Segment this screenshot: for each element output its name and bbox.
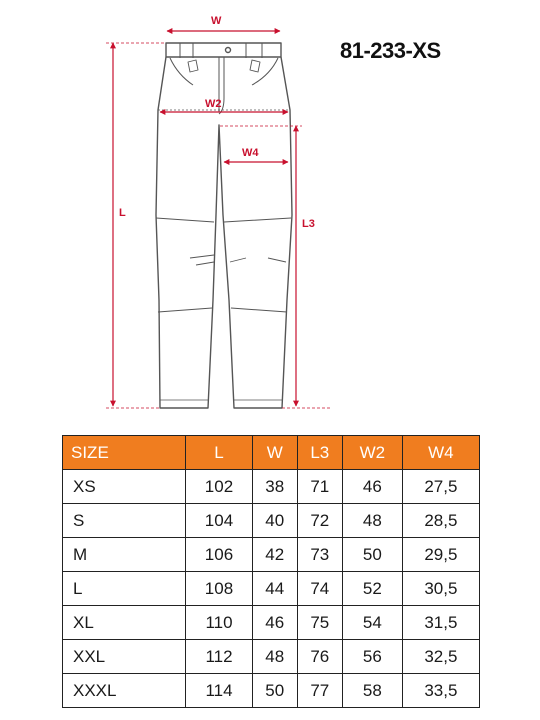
cell-w: 46 [252,606,297,640]
table-row [63,538,480,572]
label-l3: L3 [302,218,315,230]
header-l3: L3 [297,436,342,470]
cell-l: 108 [186,572,252,606]
header-size: SIZE [63,436,186,470]
cell-w2: 48 [342,504,402,538]
table-row [63,504,480,538]
product-code: 81-233-XS [340,38,441,63]
cell-w4: 28,5 [402,504,479,538]
cell-w: 40 [252,504,297,538]
header-w2: W2 [342,436,402,470]
cell-size: S [63,504,186,538]
label-l: L [119,207,126,219]
cell-w: 50 [252,674,297,708]
cell-l: 102 [186,470,252,504]
cell-w2: 56 [342,640,402,674]
size-table [62,435,480,708]
cell-l3: 73 [297,538,342,572]
trousers-outline [156,43,292,408]
label-w4: W4 [242,147,259,159]
cell-l: 112 [186,640,252,674]
table-row [63,606,480,640]
cell-size: XXL [63,640,186,674]
cell-l3: 74 [297,572,342,606]
cell-w: 38 [252,470,297,504]
cell-w4: 33,5 [402,674,479,708]
cell-w4: 27,5 [402,470,479,504]
cell-size: L [63,572,186,606]
cell-w4: 30,5 [402,572,479,606]
cell-w2: 46 [342,470,402,504]
cell-size: XL [63,606,186,640]
header-w: W [252,436,297,470]
cell-l3: 77 [297,674,342,708]
cell-w2: 54 [342,606,402,640]
cell-l: 104 [186,504,252,538]
header-w4: W4 [402,436,479,470]
table-row [63,572,480,606]
cell-l: 110 [186,606,252,640]
dimension-lines [106,31,330,408]
cell-w: 42 [252,538,297,572]
cell-l3: 71 [297,470,342,504]
cell-l3: 76 [297,640,342,674]
cell-size: M [63,538,186,572]
cell-w: 44 [252,572,297,606]
cell-l3: 75 [297,606,342,640]
table-row [63,674,480,708]
cell-l: 114 [186,674,252,708]
cell-l: 106 [186,538,252,572]
header-l: L [186,436,252,470]
cell-size: XXXL [63,674,186,708]
table-row [63,640,480,674]
cell-w4: 32,5 [402,640,479,674]
cell-w2: 52 [342,572,402,606]
cell-w4: 31,5 [402,606,479,640]
cell-w2: 50 [342,538,402,572]
cell-w2: 58 [342,674,402,708]
cell-w4: 29,5 [402,538,479,572]
label-w2: W2 [205,98,222,110]
cell-size: XS [63,470,186,504]
cell-w: 48 [252,640,297,674]
cell-l3: 72 [297,504,342,538]
label-w: W [211,15,222,27]
table-header-row [63,436,480,470]
table-row [63,470,480,504]
